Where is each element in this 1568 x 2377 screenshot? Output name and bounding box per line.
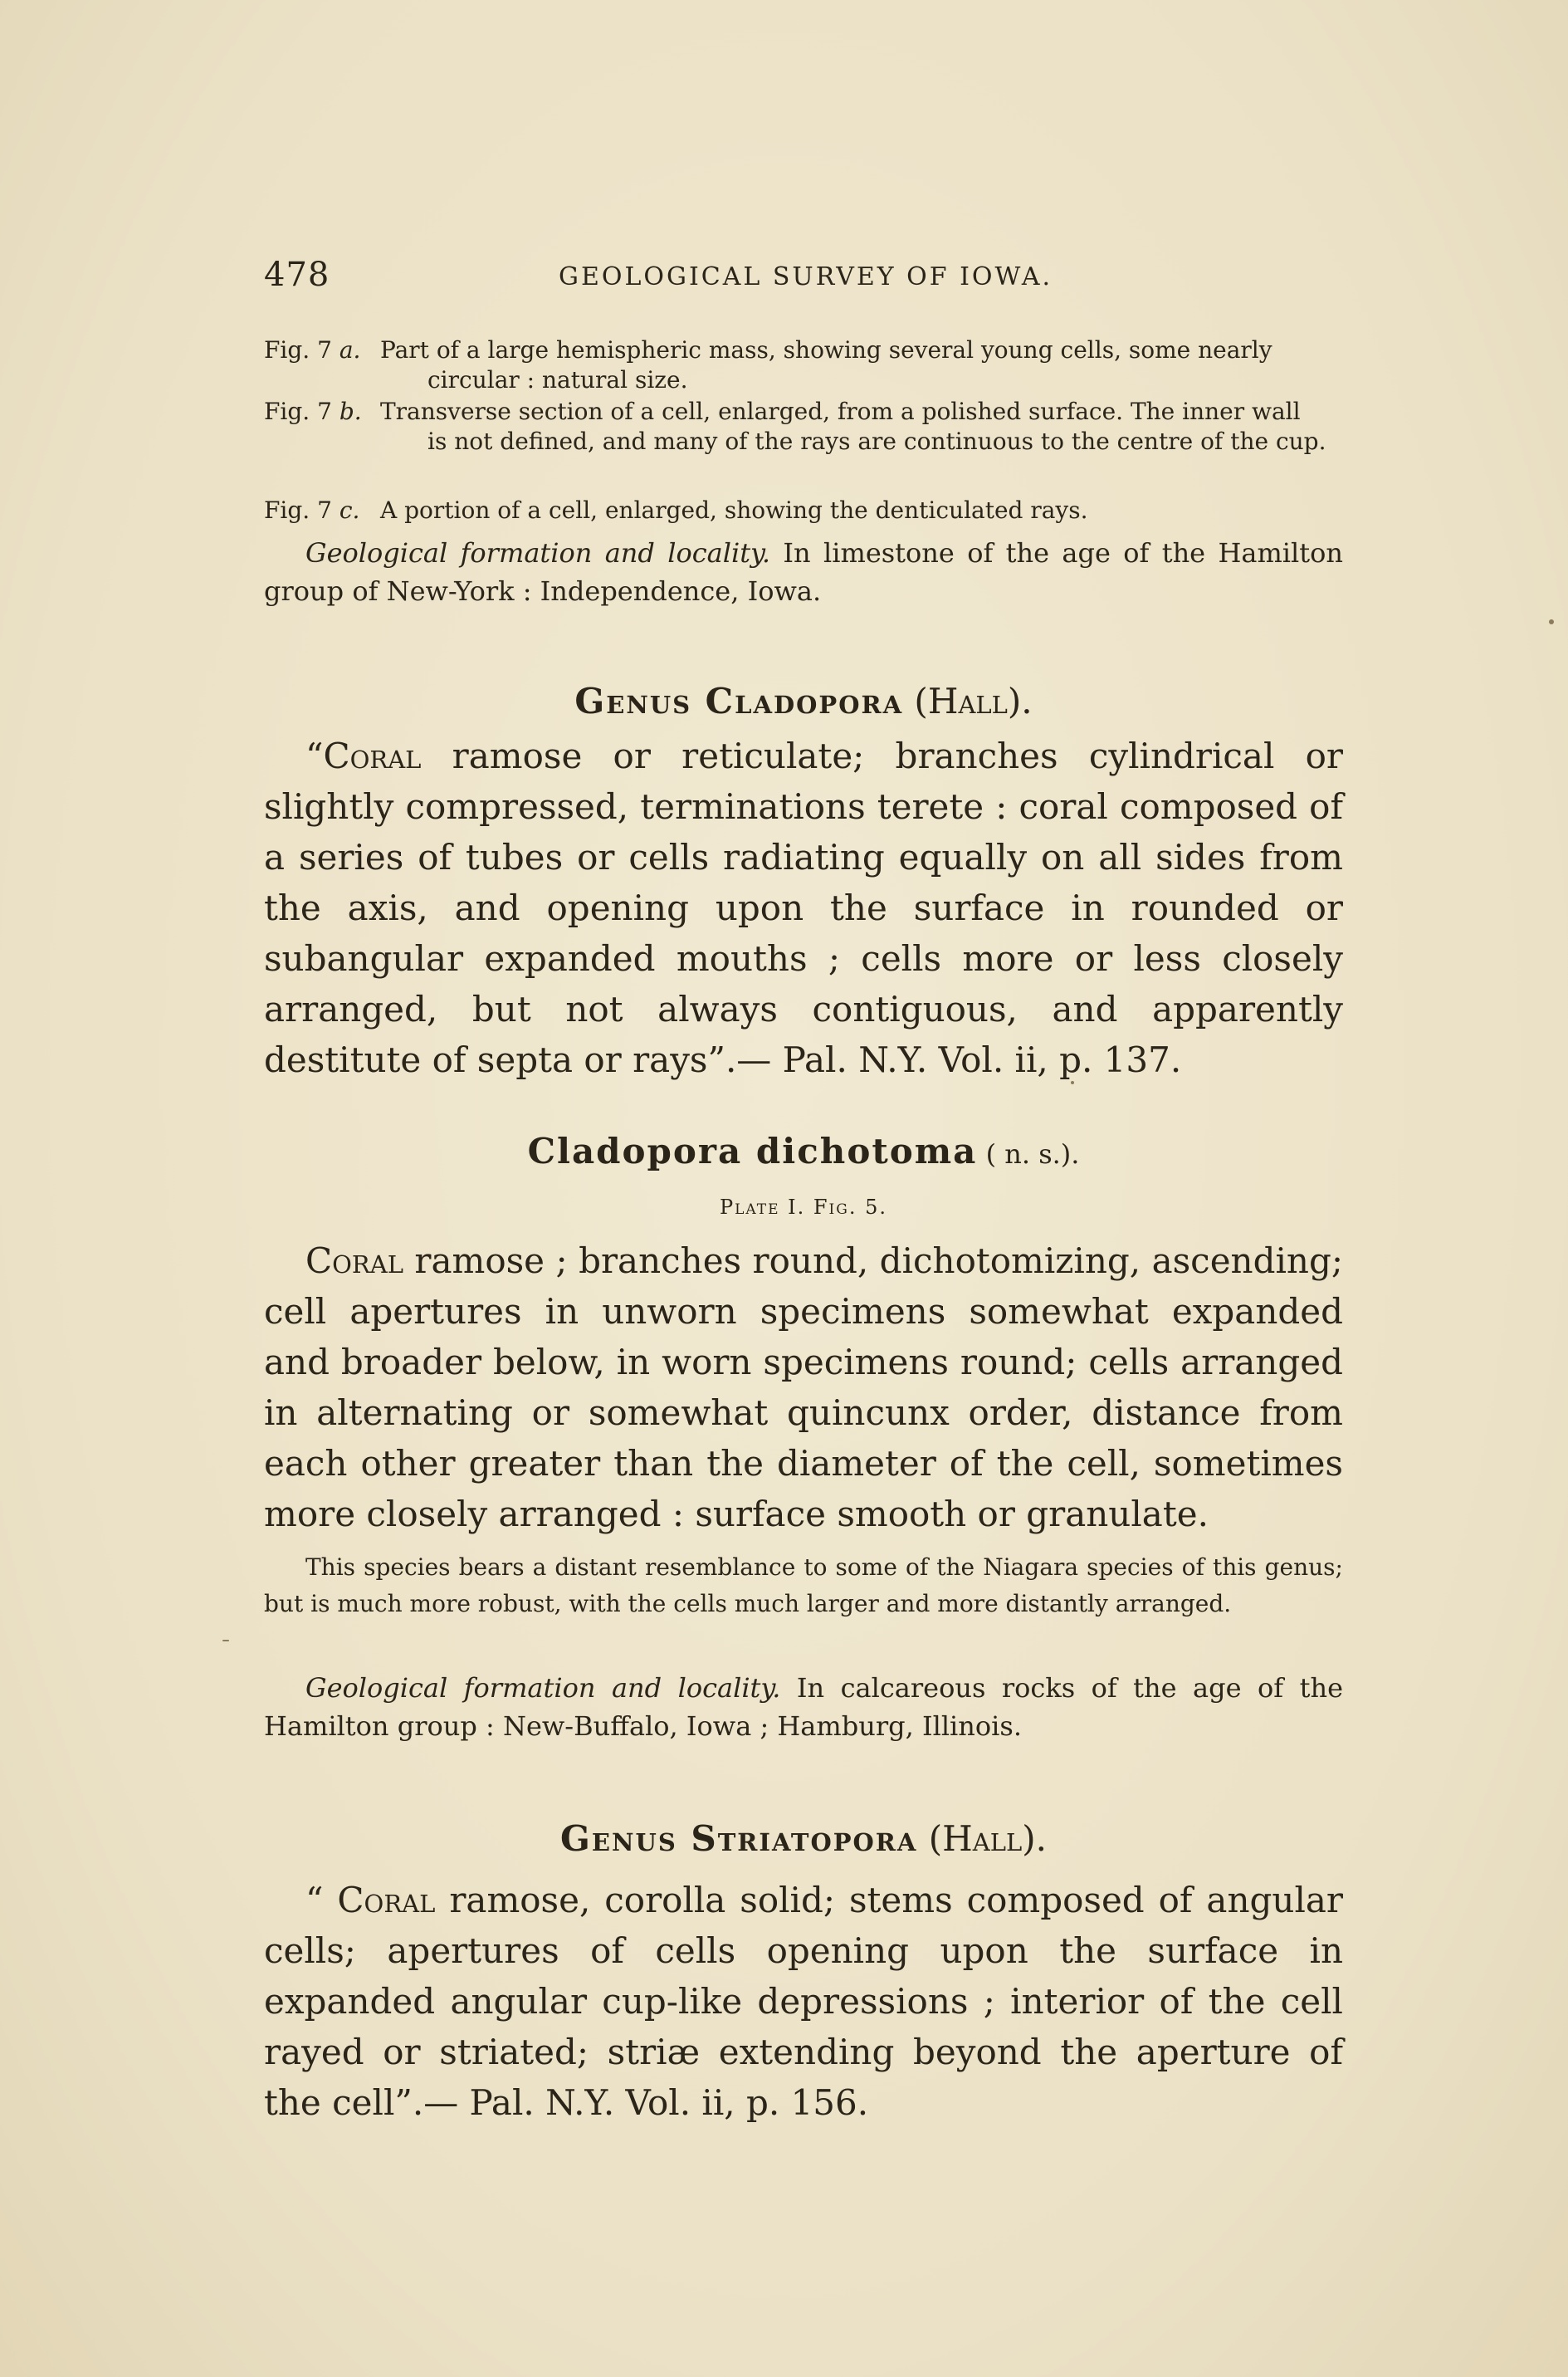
- paper-speck: [1071, 1081, 1074, 1084]
- genus-title: Genus Cladopora: [574, 681, 904, 721]
- geological-formation-paragraph: [264, 534, 1343, 610]
- quote-text: ramose or reticulate; branches cylindrical or slightly compressed, terminations terete : coral composed of a series of tubes or cells radiating equally on all sides from the axis, and opening upon the surface in rounded or subangular expanded mouths ; cells more or less closely arranged, but not always contiguous, and apparently destitute of septa or rays”.— Pal. N.Y. Vol. ii, p. 137.: [264, 736, 1343, 1080]
- figure-label: Fig. 7: [264, 398, 339, 425]
- geo-lead: Geological formation and locality.: [305, 1672, 781, 1704]
- running-title: GEOLOGICAL SURVEY OF IOWA.: [559, 262, 1053, 291]
- genus-striatopora-heading: [264, 1818, 1343, 1859]
- desc-text: ramose ; branches round, dichotomizing, ascending; cell apertures in unworn specimens somewhat expanded and broader below, in worn specimens round; cells arranged in alternating or somewhat quincunx order, distance from each other greater than the diameter of the cell, sometimes more closely arranged : surface smooth or granulate.: [264, 1240, 1343, 1534]
- paper-speck: [222, 1640, 229, 1641]
- page-number: 478: [264, 256, 330, 294]
- figure-caption-7c: [264, 496, 1343, 526]
- geo-text: In limestone of the age of the Hamilton group of New-York : Independence, Iowa.: [264, 537, 1344, 607]
- species-heading: [264, 1131, 1343, 1171]
- cladopora-definition: [264, 731, 1343, 1085]
- genus-title: Genus Striatopora: [560, 1818, 918, 1859]
- striatopora-definition: [264, 1875, 1343, 2128]
- figure-letter: a.: [339, 336, 361, 364]
- species-name: Cladopora dichotoma: [527, 1131, 978, 1171]
- figure-text: Part of a large hemispheric mass, showing several young cells, some nearly: [380, 336, 1272, 364]
- figure-text-cont: is not defined, and many of the rays are continuous to the centre of the cup.: [427, 428, 1326, 455]
- figure-letter: c.: [339, 496, 360, 524]
- figure-label: Fig. 7: [264, 496, 339, 524]
- species-description: [264, 1235, 1343, 1539]
- species-geological-formation: [264, 1669, 1343, 1745]
- figure-caption-7a: [264, 335, 1343, 395]
- figure-label: Fig. 7: [264, 336, 339, 364]
- genus-author: (Hall).: [903, 681, 1033, 721]
- genus-author: (Hall).: [917, 1818, 1047, 1859]
- quote-text: ramose, corolla solid; stems composed of angular cells; apertures of cells opening upon the surface in expanded angular cup-like depressions ; interior of the cell rayed or striated; striæ extending beyond the aperture of the cell”.— Pal. N.Y. Vol. ii, p. 156.: [264, 1880, 1343, 2123]
- species-note: This species bears a distant resemblance to some of the Niagara species of this genus; but is much more robust, with the cells much larger and more distantly arranged.: [264, 1553, 1343, 1617]
- figure-text: A portion of a cell, enlarged, showing the denticulated rays.: [380, 496, 1088, 524]
- quote-lead: “Coral: [305, 736, 422, 776]
- figure-caption-7b: [264, 397, 1343, 457]
- quote-lead: “ Coral: [305, 1880, 436, 1920]
- plate-reference: Plate I. Fig. 5.: [719, 1196, 887, 1219]
- figure-letter: b.: [339, 398, 362, 425]
- paper-speck: [1549, 619, 1554, 624]
- desc-lead: Coral: [305, 1240, 403, 1281]
- geo-lead: Geological formation and locality.: [305, 537, 771, 569]
- page-header: [264, 256, 1343, 297]
- species-suffix: ( n. s.).: [977, 1138, 1080, 1170]
- figure-text-cont: circular : natural size.: [427, 366, 688, 394]
- geo-text: In calcareous rocks of the age of the Hamilton group : New-Buffalo, Iowa ; Hamburg, Illinois.: [264, 1672, 1344, 1742]
- genus-cladopora-heading: [264, 681, 1343, 721]
- figure-text: Transverse section of a cell, enlarged, from a polished surface. The inner wall: [380, 398, 1301, 425]
